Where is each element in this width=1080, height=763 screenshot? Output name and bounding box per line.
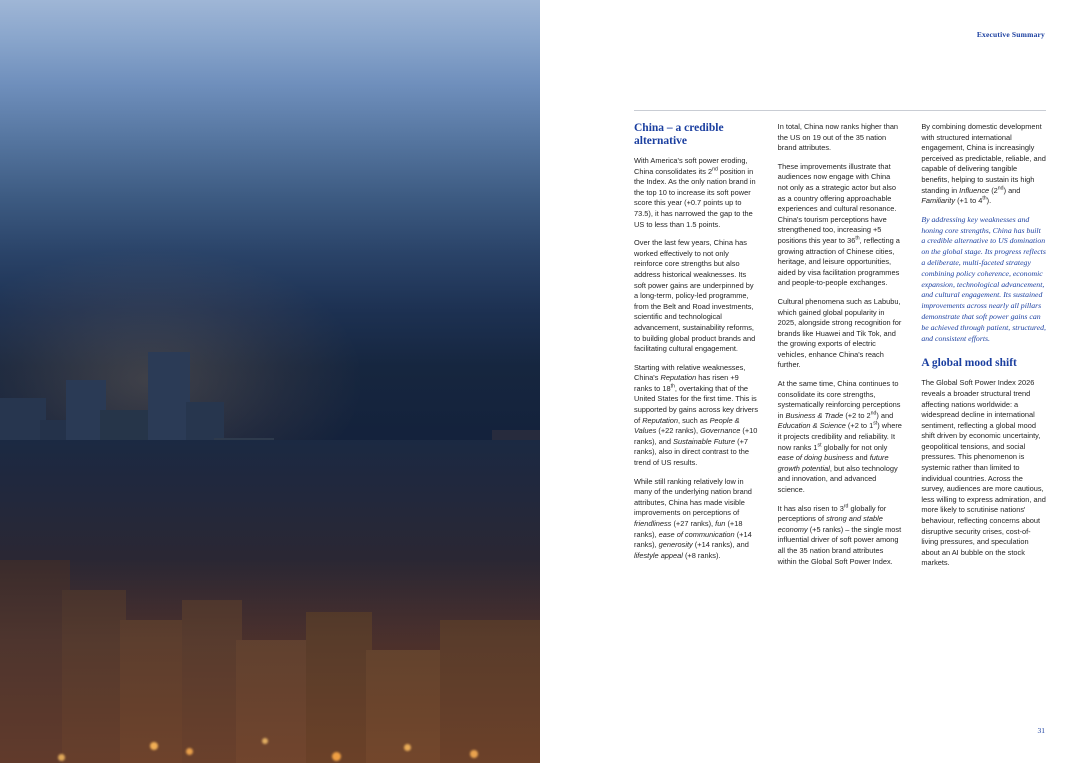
paragraph: It has also risen to 3rd globally for perceptions of strong and stable economy (+5 ranks) – the single most influential driver of soft power among all the 35 nation brand attributes within the Global Soft Power Index. <box>777 503 902 566</box>
column-2 <box>778 122 903 732</box>
street-light <box>150 742 158 750</box>
column-1 <box>634 122 759 732</box>
paragraph: While still ranking relatively low in many of the underlying nation brand attributes, China has made visible improvements on perceptions of friendliness (+27 ranks), fun (+18 ranks), ease of communication (+14 ranks), generosity (+14 ranks), and lifestyle appeal (+8 ranks). <box>634 476 752 560</box>
pullquote-paragraph: By addressing key weaknesses and honing core strengths, China has built a credible alternative to US domination on the global stage. Its progress reflects a deliberate, multi-faceted strategy combining policy coherence, economic expansion, technological advancement, and cultural engagement. Its sustained improvements across nearly all pillars demonstrate that soft power gains can be achieved through patient, structured, and consistent efforts. <box>921 214 1046 343</box>
column-3 <box>921 122 1046 732</box>
street-light <box>470 750 478 758</box>
paragraph: With America's soft power eroding, China consolidates its 2nd position in the Index. As the only nation brand in the top 10 to increase its soft power score this year (+0.7 points up to 73.5), it has narrowed the gap to the US to less than 1.5 points. <box>634 156 756 229</box>
section-heading-mood-shift: A global mood shift <box>921 357 1017 370</box>
street-light <box>58 754 65 761</box>
article-columns <box>634 122 1046 732</box>
street-light <box>332 752 341 761</box>
paragraph: The Global Soft Power Index 2026 reveals a broader structural trend affecting nations worldwide: a widespread decline in international sentiment, reflecting a global mood shift driven by economic uncertainty, geopolitical tensions, and social pressures. This phenomenon is systemic rather than limited to individual countries. Across the survey, audiences are more cautious, less willing to express admiration, and more likely to scrutinise nations' behaviour, reflecting concerns about disruptive security crises, cost-of-living pressures, and speculation about an AI bubble on the stock markets. <box>921 378 1046 568</box>
street-light <box>404 744 411 751</box>
paragraph: Cultural phenomena such as Labubu, which gained global popularity in 2025, alongside strong recognition for brands like Huawei and Tik Tok, and the growing exports of electric vehicles, enhance China's reach further. <box>777 296 902 370</box>
text-page <box>540 0 1080 763</box>
page-number: 31 <box>1037 726 1045 735</box>
street-light <box>262 738 268 744</box>
header-rule <box>634 110 1046 111</box>
warm-haze <box>0 560 540 763</box>
paragraph: Over the last few years, China has worked effectively to not only reinforce core strengths but also address historical weaknesses. Its soft power gains are underpinned by a long-term, policy-led programme, from the Belt and Road investments, scientific and technological advancement, sustainability reforms, to building global product brands and facilitating cultural engagement. <box>634 238 756 354</box>
section-heading-china: China – a credible alternative <box>634 122 724 147</box>
paragraph: Starting with relative weaknesses, China's Reputation has risen +9 ranks to 18th, overtaking that of the United States for the first time. This is supported by gains across key drivers of Reputation, such as People & Values (+22 ranks), Governance (+10 ranks), and Sustainable Future (+7 ranks), also in direct contrast to the trend of US results. <box>634 362 759 468</box>
paragraph: At the same time, China continues to consolidate its core strengths, systematically reinforcing perceptions in Business & Trade (+2 to 2nd) and Education & Science (+2 to 1st) where it projects credibility and reliability. It now ranks 1st globally for not only ease of doing business and future growth potential, but also technology and innovation, and advanced science. <box>777 379 902 494</box>
street-light <box>186 748 193 755</box>
paragraph: These improvements illustrate that audiences now engage with China not only as a strategic actor but also as a country offering approachable experiences and cultural resonance. China's tourism perceptions have strengthened too, increasing +5 positions this year to 36th, reflecting a growing attraction of Chinese cities, heritage, and leisure opportunities, aided by visa facilitation programmes and people-to-people exchanges. <box>777 161 900 288</box>
paragraph: By combining domestic development with structured international engagement, China is increasingly perceived as predictable, reliable, and capable of delivering tangible benefits, helping to sustain its high standing in Influence (2nd) and Familiarity (+1 to 4th). <box>921 122 1046 206</box>
running-head: Executive Summary <box>976 30 1045 39</box>
paragraph: In total, China now ranks higher than the US on 19 out of the 35 nation brand attributes. <box>777 122 899 153</box>
